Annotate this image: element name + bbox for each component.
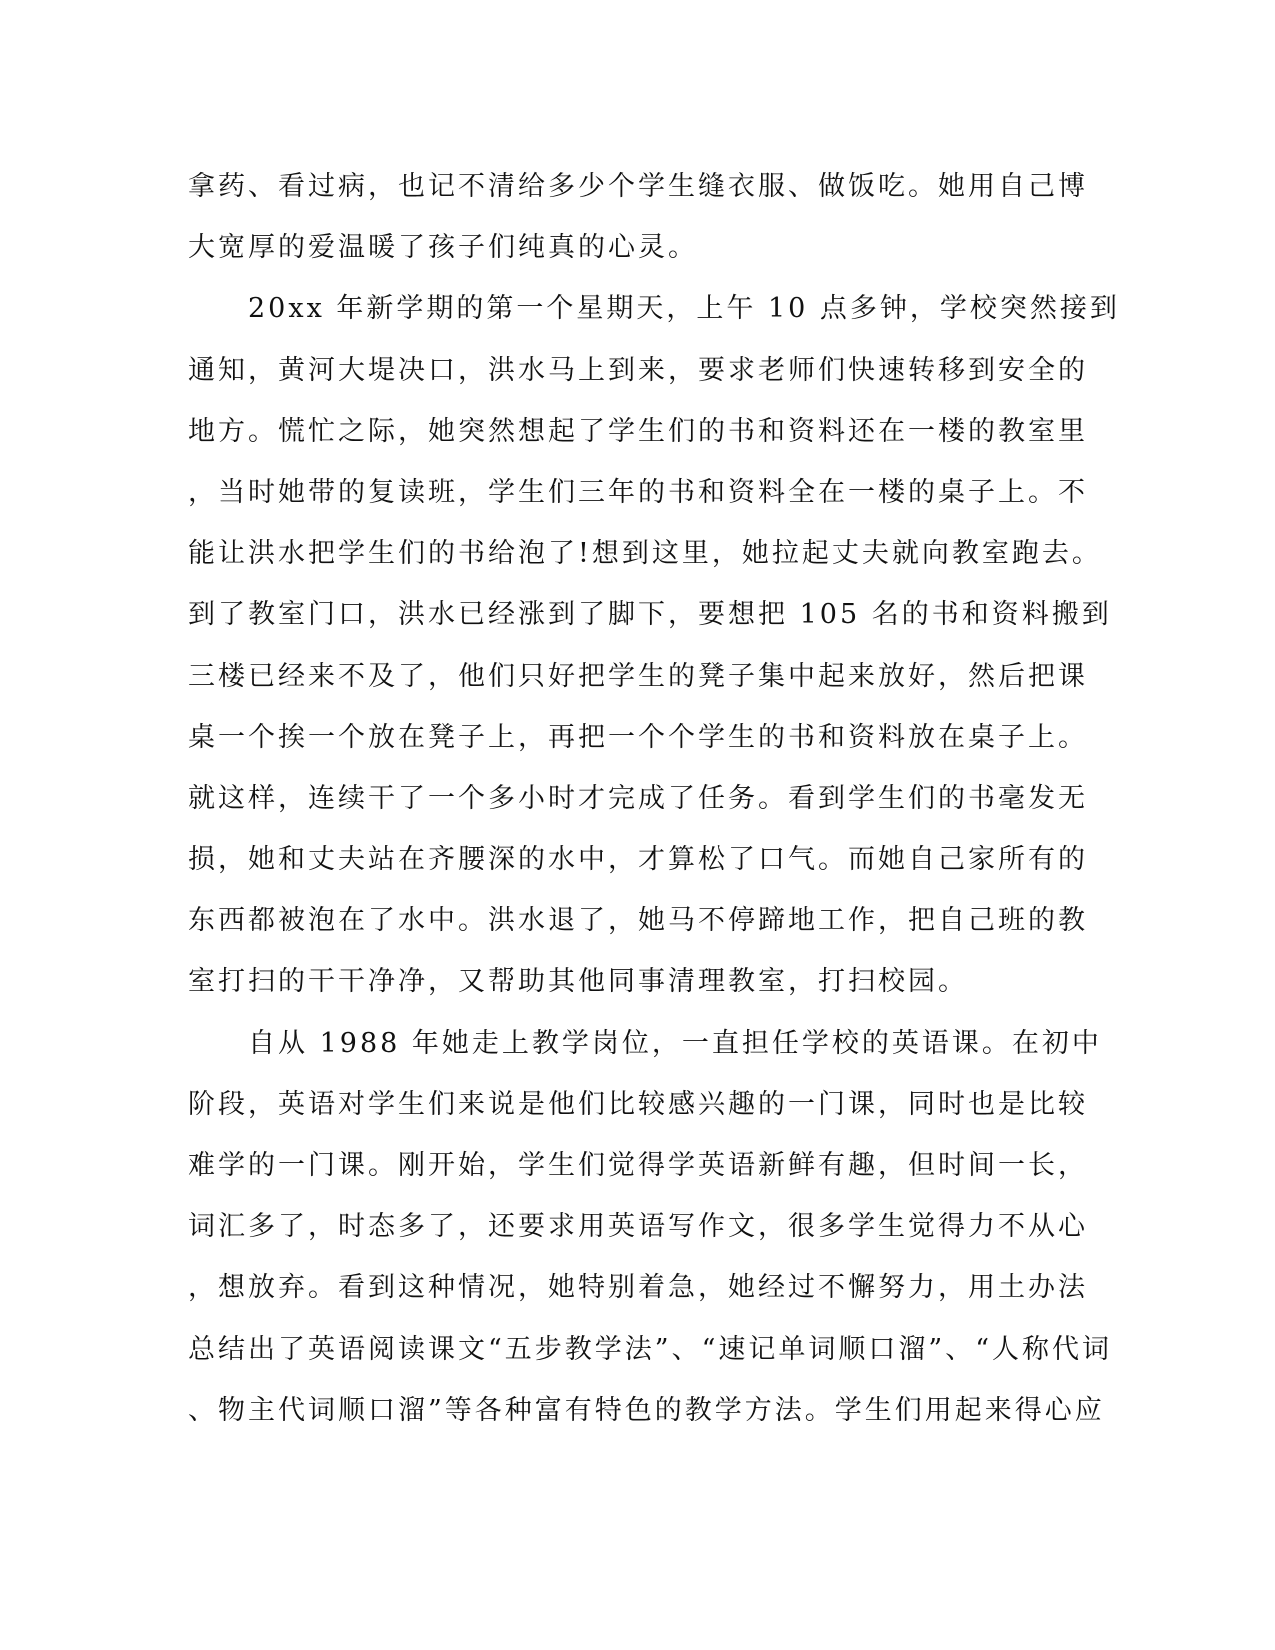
body-text: [188, 156, 1120, 1441]
text-line-1: 拿药、看过病，也记不清给多少个学生缝衣服、做饭吃。她用自己博: [188, 171, 1088, 202]
text-line-16: 阶段，英语对学生们来说是他们比较感兴趣的一门课，同时也是比较: [188, 1088, 1088, 1120]
text-line-17: 难学的一门课。刚开始，学生们觉得学英语新鲜有趣，但时间一长，: [188, 1150, 1088, 1181]
text-line-9: 三楼已经来不及了，他们只好把学生的凳子集中起来放好，然后把课: [188, 660, 1088, 692]
text-line-7: 能让洪水把学生们的书给泡了!想到这里，她拉起丈夫就向教室跑去。: [188, 538, 1102, 570]
text-line-13: 东西都被泡在了水中。洪水退了，她马不停蹄地工作，把自己班的教: [188, 905, 1088, 937]
text-line-2: 大宽厚的爱温暖了孩子们纯真的心灵。: [188, 232, 698, 264]
text-line-21: 、物主代词顺口溜”等各种富有特色的教学方法。学生们用起来得心应: [188, 1394, 1105, 1426]
text-line-12: 损，她和丈夫站在齐腰深的水中，才算松了口气。而她自己家所有的: [188, 844, 1088, 876]
text-line-10: 桌一个挨一个放在凳子上，再把一个个学生的书和资料放在桌子上。: [188, 721, 1088, 753]
text-line-18: 词汇多了，时态多了，还要求用英语写作文，很多学生觉得力不从心: [188, 1211, 1088, 1243]
text-line-8: 到了教室门口，洪水已经涨到了脚下，要想把 105 名的书和资料搬到: [188, 599, 1112, 631]
text-line-11: 就这样，连续干了一个多小时才完成了任务。看到学生们的书毫发无: [188, 782, 1088, 814]
text-line-20: 总结出了英语阅读课文“五步教学法”、“速记单词顺口溜”、“人称代词: [188, 1333, 1113, 1365]
text-line-6: ，当时她带的复读班，学生们三年的书和资料全在一楼的桌子上。不: [188, 476, 1088, 508]
text-line-19: ，想放弃。看到这种情况，她特别着急，她经过不懈努力，用土办法: [188, 1272, 1088, 1304]
text-line-5: 地方。慌忙之际，她突然想起了学生们的书和资料还在一楼的教室里: [188, 415, 1088, 447]
text-line-15: 自从 1988 年她走上教学岗位，一直担任学校的英语课。在初中: [188, 1027, 1102, 1059]
text-line-14: 室打扫的干干净净，又帮助其他同事清理教室，打扫校园。: [188, 966, 968, 998]
text-line-3: 20xx 年新学期的第一个星期天，上午 10 点多钟，学校突然接到: [188, 293, 1120, 325]
text-line-4: 通知，黄河大堤决口，洪水马上到来，要求老师们快速转移到安全的: [188, 354, 1088, 386]
